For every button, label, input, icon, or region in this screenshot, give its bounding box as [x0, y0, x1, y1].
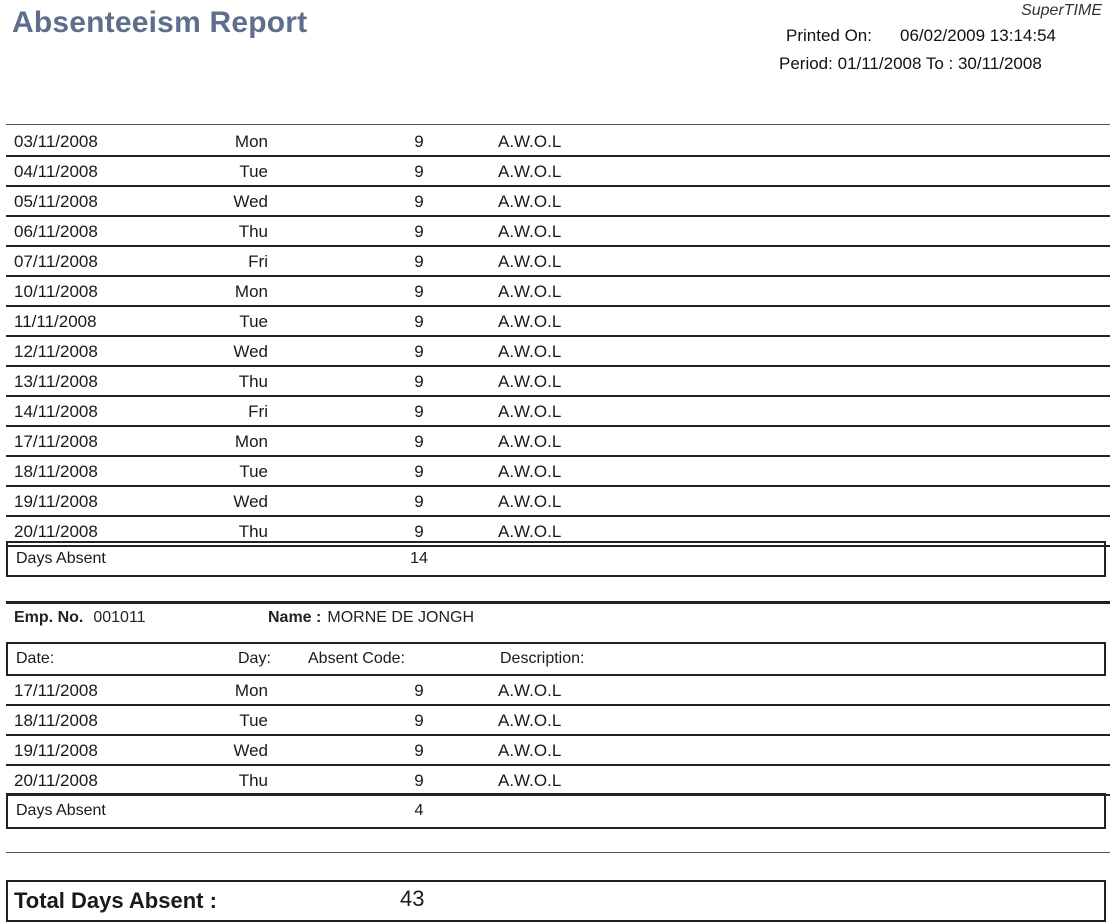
footer-rule [6, 852, 1110, 853]
row-description: A.W.O.L [498, 402, 562, 421]
row-description: A.W.O.L [498, 222, 562, 241]
days-absent-label: Days Absent [16, 802, 106, 819]
period-label: Period: [779, 54, 833, 73]
row-day: Fri [248, 402, 268, 421]
table-row [6, 706, 1110, 736]
row-day: Mon [234, 681, 268, 700]
row-absent-code: 9 [414, 681, 424, 700]
printed-on-label: Printed On: [786, 26, 872, 45]
row-absent-code: 9 [414, 312, 424, 331]
days-absent-value: 14 [410, 550, 428, 567]
row-date: 10/11/2008 [14, 282, 98, 301]
row-absent-code: 9 [414, 252, 424, 271]
row-day: Thu [238, 522, 268, 541]
row-description: A.W.O.L [498, 771, 562, 790]
row-description: A.W.O.L [498, 162, 562, 181]
days-absent-box-1 [6, 541, 1106, 577]
row-date: 19/11/2008 [14, 741, 98, 760]
row-description: A.W.O.L [498, 282, 562, 301]
table-row [6, 337, 1110, 367]
row-description: A.W.O.L [498, 312, 562, 331]
row-day: Mon [234, 132, 268, 151]
table-row [6, 157, 1110, 187]
row-date: 12/11/2008 [14, 342, 98, 361]
row-absent-code: 9 [414, 222, 424, 241]
table-row [6, 427, 1110, 457]
table-row [6, 457, 1110, 487]
row-description: A.W.O.L [498, 432, 562, 451]
row-day: Thu [238, 222, 268, 241]
row-absent-code: 9 [414, 462, 424, 481]
days-absent-value: 4 [414, 802, 424, 819]
header-absent-code: Absent Code: [308, 650, 405, 667]
row-date: 07/11/2008 [14, 252, 98, 271]
row-date: 17/11/2008 [14, 432, 98, 451]
printed-on-value: 06/02/2009 13:14:54 [900, 26, 1056, 45]
table-row [6, 247, 1110, 277]
printed-on [786, 26, 1056, 46]
table-row [6, 187, 1110, 217]
row-day: Wed [233, 192, 268, 211]
total-label: Total Days Absent : [14, 888, 217, 913]
row-absent-code: 9 [414, 741, 424, 760]
row-day: Wed [233, 741, 268, 760]
row-date: 20/11/2008 [14, 522, 98, 541]
brand-name: SuperTIME [1021, 2, 1102, 19]
row-description: A.W.O.L [498, 372, 562, 391]
row-date: 11/11/2008 [14, 312, 97, 331]
row-date: 04/11/2008 [14, 162, 98, 181]
row-day: Tue [239, 162, 268, 181]
row-description: A.W.O.L [498, 522, 562, 541]
row-description: A.W.O.L [498, 192, 562, 211]
total-days-absent-box [6, 880, 1106, 922]
row-day: Tue [239, 711, 268, 730]
days-absent-box-2 [6, 793, 1106, 829]
row-absent-code: 9 [414, 162, 424, 181]
days-absent-label: Days Absent [16, 550, 106, 567]
row-absent-code: 9 [414, 342, 424, 361]
row-absent-code: 9 [414, 282, 424, 301]
header-day: Day: [238, 650, 271, 667]
row-date: 18/11/2008 [14, 462, 98, 481]
emp-no-label: Emp. No. [14, 609, 84, 626]
row-day: Wed [233, 492, 268, 511]
row-absent-code: 9 [414, 711, 424, 730]
row-description: A.W.O.L [498, 741, 562, 760]
section-divider [6, 601, 1110, 604]
row-absent-code: 9 [414, 432, 424, 451]
table-row [6, 736, 1110, 766]
table-row [6, 217, 1110, 247]
employee-number [14, 609, 146, 627]
row-absent-code: 9 [414, 522, 424, 541]
row-date: 05/11/2008 [14, 192, 98, 211]
table-row [6, 766, 1110, 796]
row-description: A.W.O.L [498, 252, 562, 271]
row-day: Mon [234, 432, 268, 451]
emp-no-value: 001011 [93, 609, 146, 626]
row-date: 13/11/2008 [14, 372, 98, 391]
row-day: Wed [233, 342, 268, 361]
row-day: Thu [238, 771, 268, 790]
row-absent-code: 9 [414, 402, 424, 421]
report-title: Absenteeism Report [12, 6, 308, 39]
row-description: A.W.O.L [498, 492, 562, 511]
row-day: Tue [239, 312, 268, 331]
header-date: Date: [16, 650, 55, 667]
table-row [6, 307, 1110, 337]
emp-name-value: MORNE DE JONGH [327, 609, 475, 626]
report-period [779, 54, 1042, 74]
row-absent-code: 9 [414, 192, 424, 211]
row-day: Thu [238, 372, 268, 391]
row-date: 14/11/2008 [14, 402, 98, 421]
row-date: 03/11/2008 [14, 132, 98, 151]
row-date: 19/11/2008 [14, 492, 98, 511]
row-description: A.W.O.L [498, 342, 562, 361]
table-row [6, 367, 1110, 397]
row-absent-code: 9 [414, 771, 424, 790]
table-row [6, 487, 1110, 517]
employee-name [268, 609, 474, 627]
row-description: A.W.O.L [498, 681, 562, 700]
row-description: A.W.O.L [498, 711, 562, 730]
row-date: 17/11/2008 [14, 681, 98, 700]
row-date: 06/11/2008 [14, 222, 98, 241]
emp-name-label: Name : [268, 609, 322, 626]
row-description: A.W.O.L [498, 132, 562, 151]
table-row [6, 127, 1110, 157]
row-absent-code: 9 [414, 132, 424, 151]
row-day: Fri [248, 252, 268, 271]
row-date: 18/11/2008 [14, 711, 98, 730]
row-day: Tue [239, 462, 268, 481]
row-date: 20/11/2008 [14, 771, 98, 790]
row-description: A.W.O.L [498, 462, 562, 481]
column-header-box [6, 642, 1106, 676]
period-value: 01/11/2008 To : 30/11/2008 [837, 54, 1042, 73]
table-rule [6, 124, 1110, 125]
total-value: 43 [400, 886, 425, 911]
table-row [6, 397, 1110, 427]
header-description: Description: [500, 650, 585, 667]
row-absent-code: 9 [414, 372, 424, 391]
table-row [6, 277, 1110, 307]
row-absent-code: 9 [414, 492, 424, 511]
table-row [6, 676, 1110, 706]
row-day: Mon [234, 282, 268, 301]
